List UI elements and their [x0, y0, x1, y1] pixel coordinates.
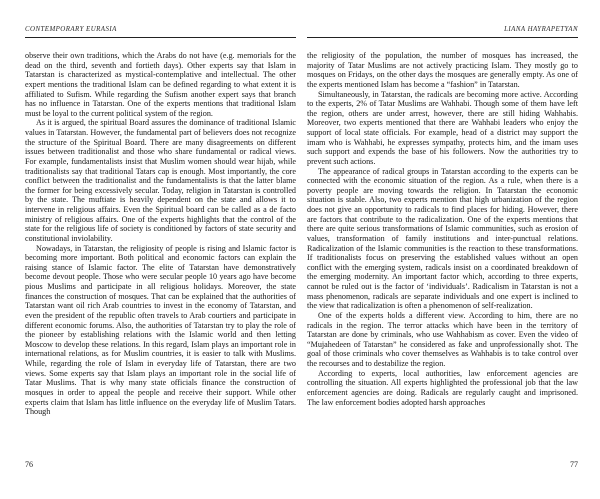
page-right: [307, 26, 578, 469]
paragraph: observe their own traditions, which the Arabs do not have (e.g. memorials for the dead on the third, seventh and fortieth days). Other experts say that Islam in Tatarstan is characterized as mystical-contemplative and intellectual. The other expert mentions the traditional Islam can be defined regarding to what extent it is affiliated to Sufism. While regarding the Sufism another expert says that branch has no influence in Tatarstan. One of the experts mentions that traditional Islam must be loyal to the current political system of the region.: [25, 51, 296, 118]
paragraph: Nowadays, in Tatarstan, the religiosity of people is rising and Islamic factor is becoming more important. Both political and economic factors can explain the raising stance of Islamic factor. The elite of Tatarstan have demonstratively become devout people. Those who were secular people 10 years ago have become pious Muslims and participate in all religious holidays. Moreover, the state finances the construction of mosques. That can be explained that the authorities of Tatarstan want oil rich Arab countries to invest in the economy of Tatarstan, and even the president of the republic often travels to Arab courtiers and participate in different economic forums. Also, the authorities of Tatarstan try to play the role of the pioneer by establishing relations with the Islamic world and then letting Moscow to develop these relations. In this regard, Islam plays an important role in international relations, as for Muslim countries, it is easier to talk with Muslims. While, regarding the role of Islam in everyday life of Tatarstan, there are two views. Some experts say that Islam plays an important role in the social life of Tatar Muslims. That is why many state officials finance the construction of mosques in order to appeal the people and receive their support. While other experts claim that Islam has little influence on the everyday life of Muslim Tatars. Though: [25, 243, 296, 417]
page-body-right: [307, 51, 578, 456]
paragraph: the religiosity of the population, the number of mosques has increased, the majority of Tatar Muslims are not actively practicing Islam. They mostly go to mosques on Fridays, on the other days the mosques are generally empty. As one of the experts mentioned Islam has become a “fashion” in Tatarstan.: [307, 51, 578, 89]
paragraph: Simultaneously, in Tatarstan, the radicals are becoming more active. According to the experts, 2% of Tatar Muslims are Wahhabi. Though some of them have left the region, others are under arrest, however, there are still hiding Wahhabis. Moreover, two experts mentioned that there are Wahhabi leaders who enjoy the support of local state officials. For example, head of a district may support the imam who is Wahhabi, he expresses sympathy, protects him, and the imam uses such support and expends the base of his followers. Now the authorities try to prevent such actions.: [307, 89, 578, 166]
paragraph: According to experts, local authorities, law enforcement agencies are controlling the situation. All experts highlighted the professional job that the law enforcement agencies are doing. Radicals are regularly caught and imprisoned. The law enforcement bodies adopted harsh approaches: [307, 368, 578, 407]
page-number-left: 76: [25, 460, 33, 469]
paragraph: One of the experts holds a different view. According to him, there are no radicals in the region. The terror attacks which have been in the territory of Tatarstan are done by criminals, who use Wahhabism as cover. Even the video of “Mujahedeen of Tatarstan” he considered as fake and unprofessionally shot. The goal of those criminals who cover themselves as Wahhabis is to take control over the recourses and to destabilize the region.: [307, 310, 578, 368]
paragraph: As it is argued, the spiritual Board assures the dominance of traditional Islamic values in Tatarstan. However, the fundamental part of believers does not recognize the structure of the Spiritual Board. There are many disagreements on different issues between traditionalist and those who share fundamental or radical views. For example, fundamentalists insist that Muslim women should wear hijab, while traditionalists say that traditional Tatars cap is enough. Most importantly, the core conflict between the traditionalist and the fundamentalists is that the latter blame the former for being excessively secular. Today, religion in Tatarstan is controlled by the state. The muftiate is heavily dependent on the state and allows it to intervene in religious affairs. Even the Spiritual board can be called as a de facto ministry of religious affairs. One of the experts highlights that the control of the state for the religious life of society is conditioned by factors of state security and constitutional inviolability.: [25, 118, 296, 243]
page-number-right: 77: [570, 460, 578, 469]
page-body-left: [25, 51, 296, 456]
running-header-left: CONTEMPORARY EURASIA: [25, 26, 296, 38]
page-left: [25, 26, 296, 469]
running-header-right: LIANA HAYRAPETYAN: [307, 26, 578, 38]
paragraph: The appearance of radical groups in Tatarstan according to the experts can be connected with the economic situation of the region. As a rule, when there is a poverty people are moving towards the religion. In Tatarstan the economic situation is stable. Also, two experts mention that high urbanization of the region does not give an opportunity to radicals to find places for hiding. However, there are factors that contribute to the radicalization. One of the experts mentions that there are quite serious transformations of Islamic communities, such as erosion of values, transformation of family institutions and inter-punctual relations. Radicalization of the Islamic communities is the reaction to these transformations. If traditionalists focus on preserving the established values without an open conflict with the emerging system, radicals insist on a coordinated breakdown of the emerging modernity. An important factor which, according to three experts, cannot be ruled out is the factor of ‘individuals’. Radicalism in Tatarstan is not a mass phenomenon, radicals are separate individuals and one expert is inclined to the view that radicalization is often a phenomenon of self-realization.: [307, 166, 578, 311]
